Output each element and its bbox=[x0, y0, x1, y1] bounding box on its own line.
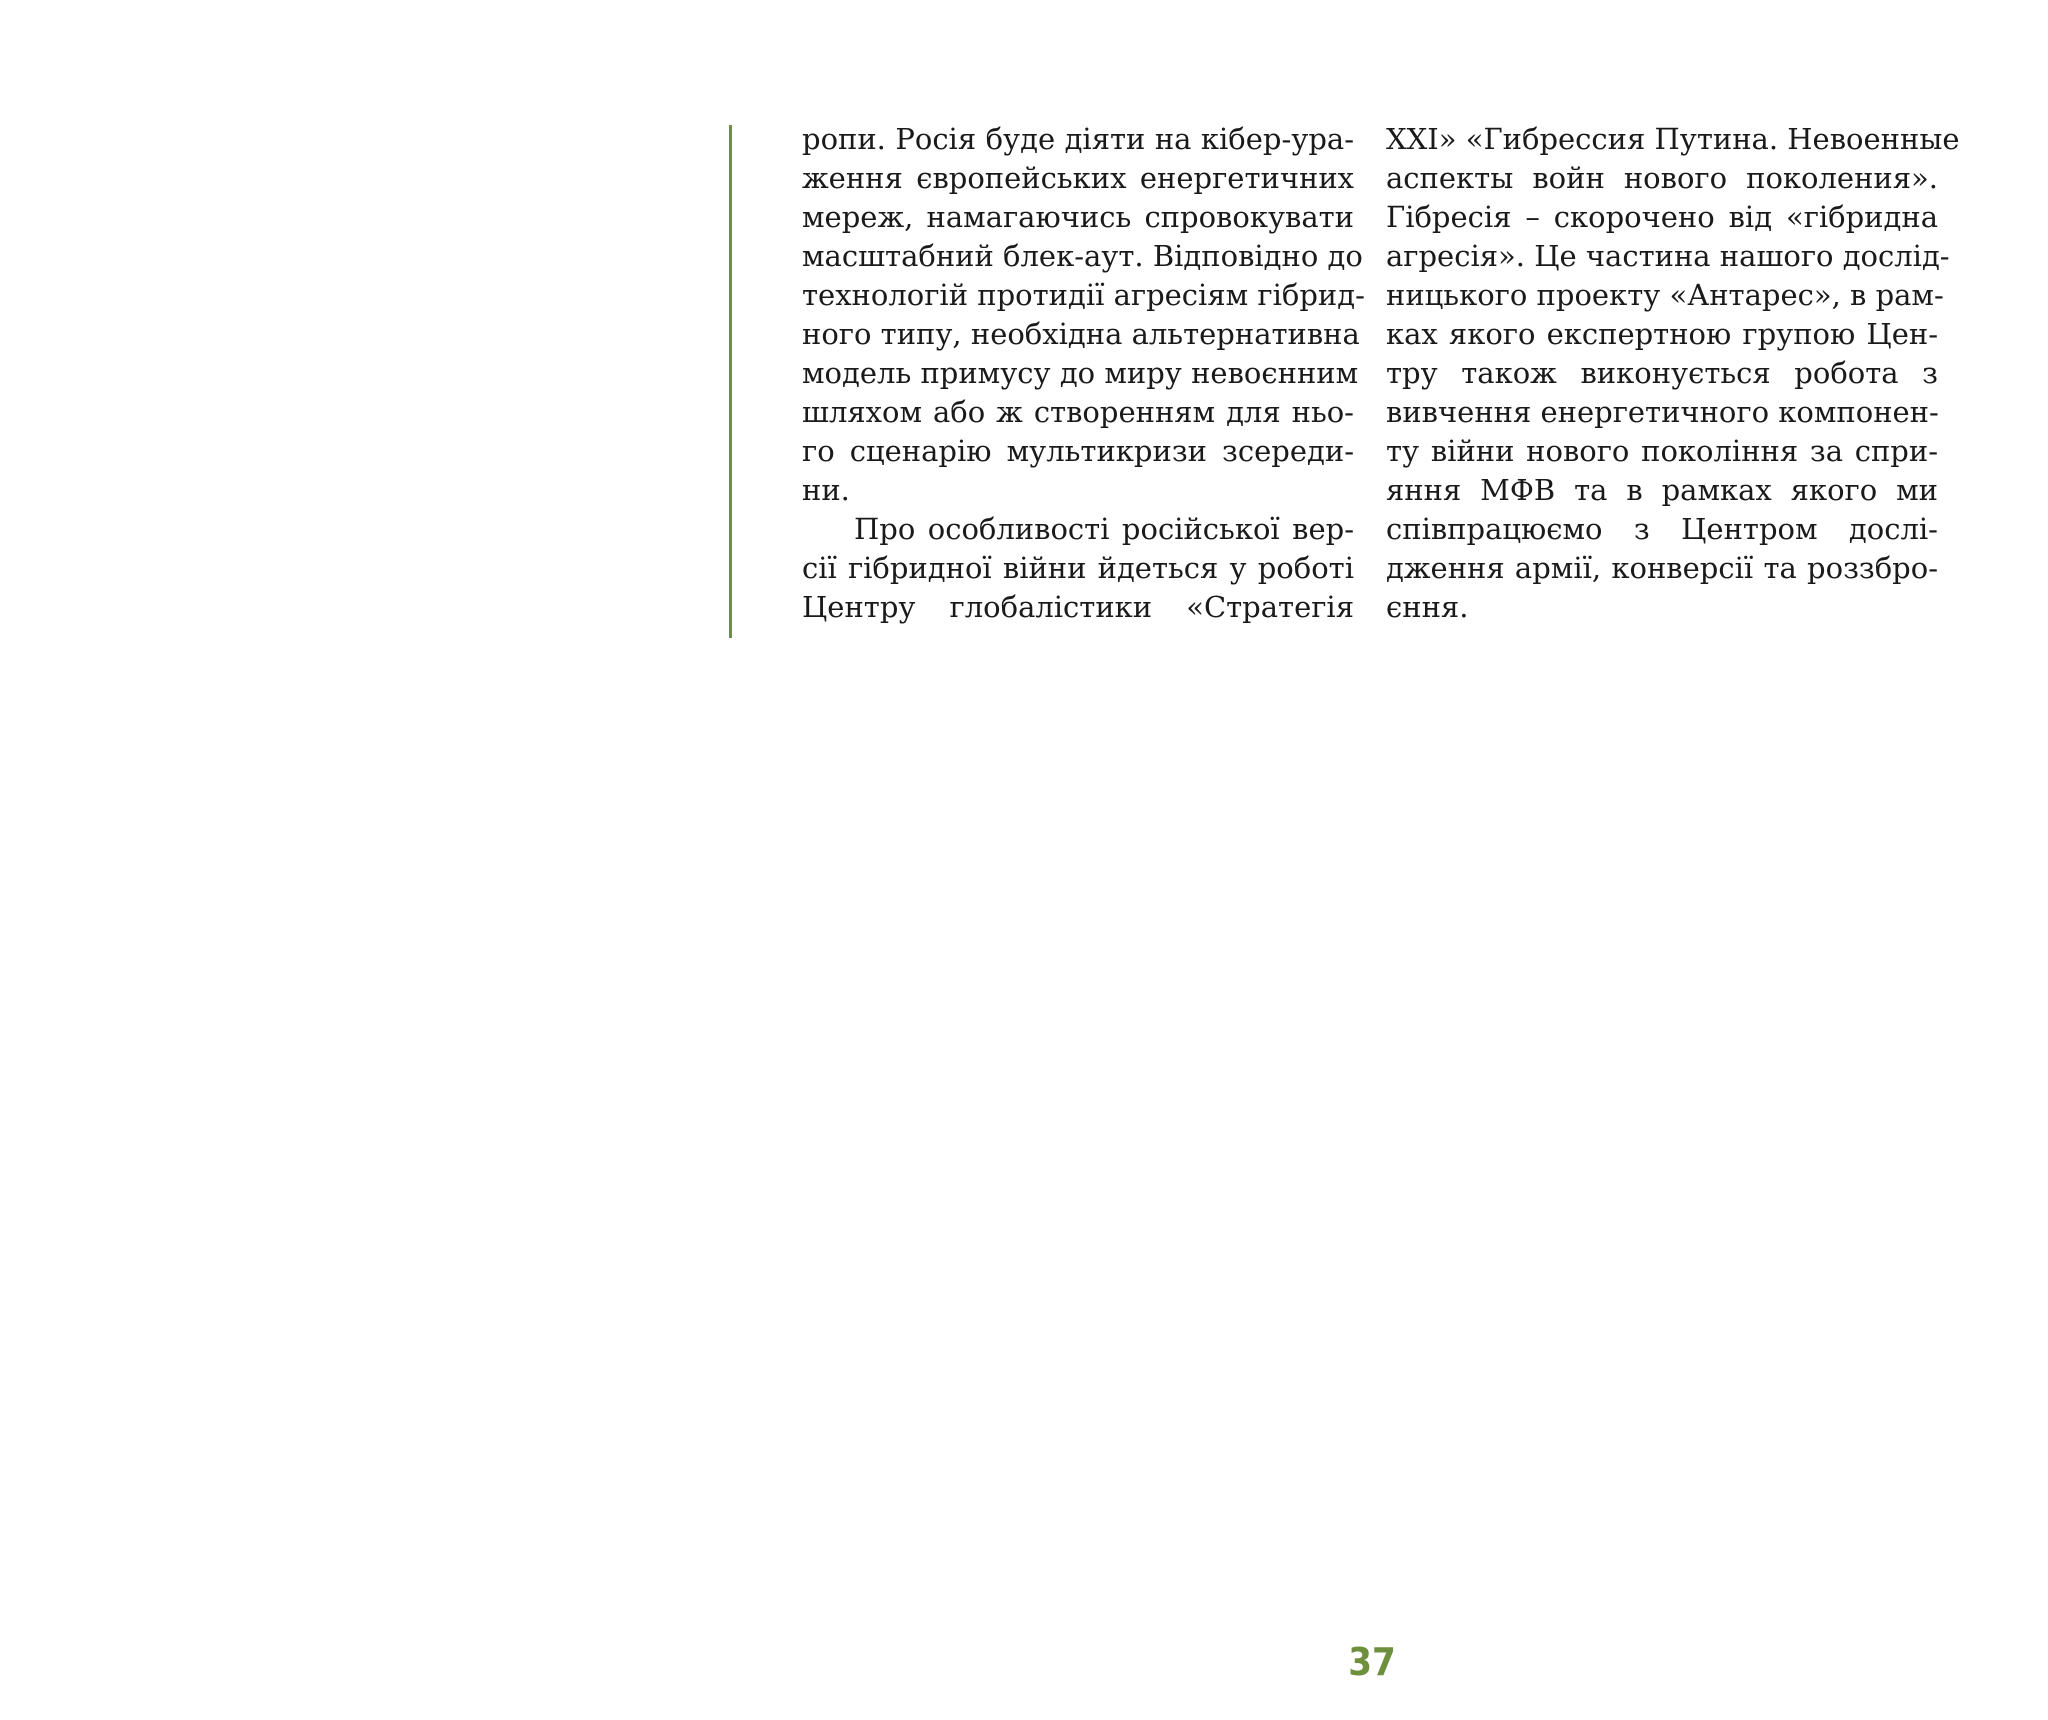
text-line: технологій протидії агресіям гібрид- bbox=[802, 278, 1365, 312]
text-line: модель примусу до миру невоєнним bbox=[802, 356, 1359, 390]
text-line: мереж, намагаючись спровокувати bbox=[802, 200, 1354, 234]
text-line: дження армії, конверсії та роззбро- bbox=[1386, 551, 1938, 585]
page-number: 37 bbox=[1348, 1640, 1396, 1684]
text-line: шляхом або ж створенням для ньо- bbox=[802, 395, 1354, 429]
text-line: аспекты войн нового поколения». bbox=[1386, 161, 1938, 195]
text-line: вивчення енергетичного компонен- bbox=[1386, 395, 1939, 429]
text-column-left bbox=[802, 120, 1365, 627]
text-line: ту війни нового покоління за спри- bbox=[1386, 434, 1938, 468]
text-line: яння МФВ та в рамках якого ми bbox=[1386, 473, 1938, 507]
text-line: Про особливості російської вер- bbox=[854, 512, 1354, 546]
margin-accent-rule bbox=[729, 125, 732, 638]
text-line: Центру глобалістики «Стратегія bbox=[802, 590, 1354, 624]
text-line: XXI» «Гибрессия Путина. Невоенные bbox=[1386, 122, 1960, 156]
text-line: ницького проекту «Антарес», в рам- bbox=[1386, 278, 1944, 312]
text-line: ни. bbox=[802, 473, 850, 507]
text-line: ного типу, необхідна альтернативна bbox=[802, 317, 1360, 351]
text-line: сії гібридної війни йдеться у роботі bbox=[802, 551, 1354, 585]
text-line: го сценарію мультикризи зсереди- bbox=[802, 434, 1354, 468]
text-line: агресія». Це частина нашого дослід- bbox=[1386, 239, 1950, 273]
text-line: ках якого експертною групою Цен- bbox=[1386, 317, 1938, 351]
text-line: співпрацюємо з Центром дослі- bbox=[1386, 512, 1938, 546]
text-line: єння. bbox=[1386, 590, 1469, 624]
text-line: Гібресія – скорочено від «гібридна bbox=[1386, 200, 1938, 234]
text-line: ження європейських енергетичних bbox=[802, 161, 1354, 195]
text-column-right bbox=[1386, 120, 1960, 627]
text-line: тру також виконується робота з bbox=[1386, 356, 1938, 390]
text-line: масштабний блек-аут. Відповідно до bbox=[802, 239, 1363, 273]
text-line: ропи. Росія буде діяти на кібер-ура- bbox=[802, 122, 1354, 156]
